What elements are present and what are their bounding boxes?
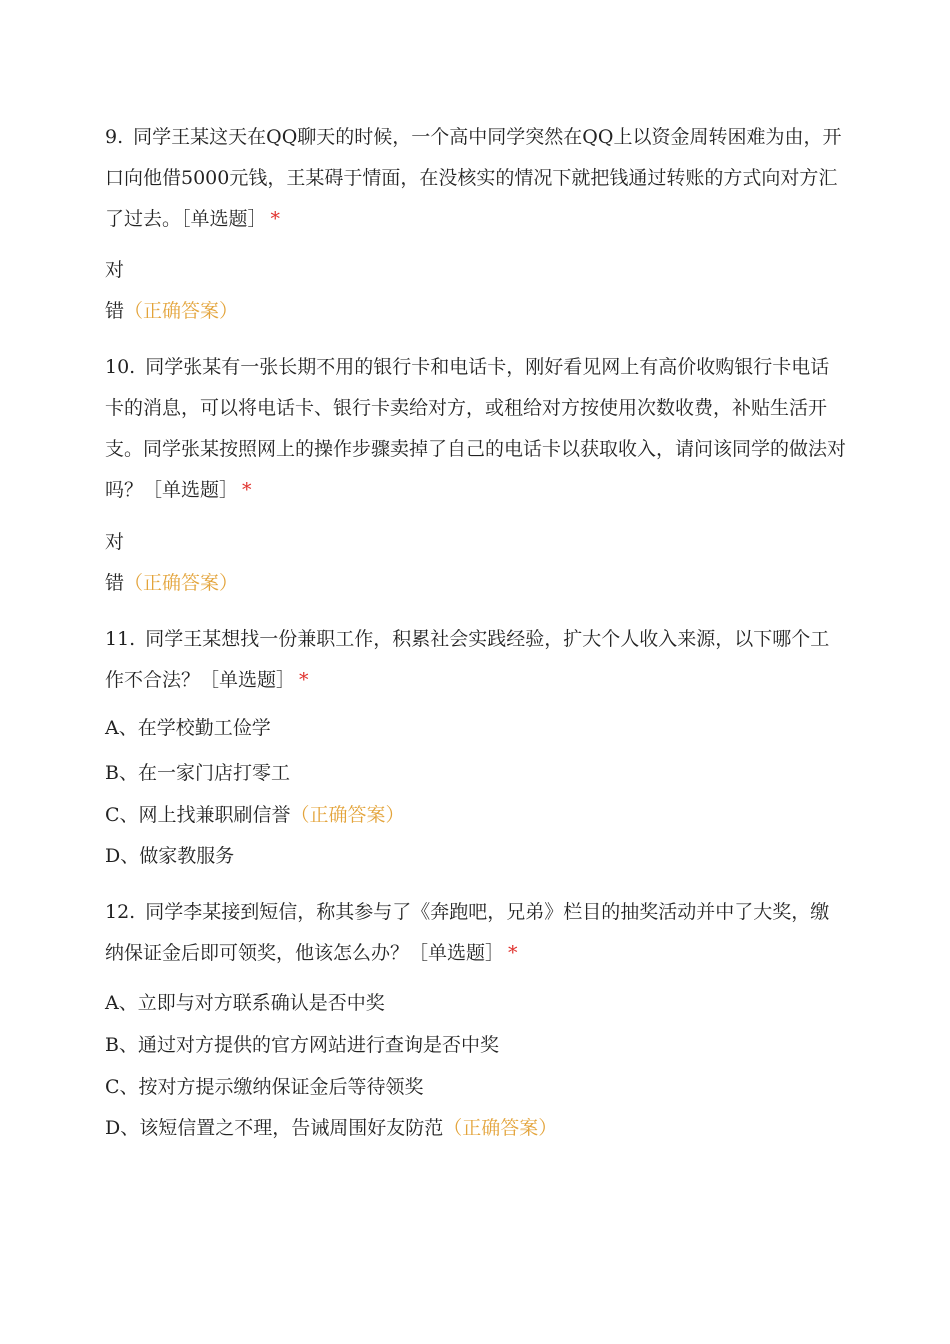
question-number: 12. <box>105 901 136 923</box>
option-label: 对 <box>105 259 125 281</box>
question-text: 同学李某接到短信，称其参与了《奔跑吧，兄弟》栏目的抽奖活动并中了大奖，缴纳保证金后即可领奖，他该怎么办？ <box>105 901 830 964</box>
question-text: 同学张某有一张长期不用的银行卡和电话卡，刚好看见网上有高价收购银行卡电话卡的消息，可以将电话卡、银行卡卖给对方，或租给对方按使用次数收费，补贴生活开支。同学张某按照网上的操作步骤卖掉了自己的电话卡以获取收入，请问该同学的做法对吗？ <box>105 356 847 501</box>
option-label: B、在一家门店打零工 <box>105 762 290 784</box>
option-label: A、在学校勤工俭学 <box>105 717 271 739</box>
required-mark: * <box>242 479 252 501</box>
option-label: C、网上找兼职刷信誉 <box>105 804 291 826</box>
option-label: D、该短信置之不理，告诫周围好友防范 <box>105 1117 444 1139</box>
option-label: B、通过对方提供的官方网站进行查询是否中奖 <box>105 1034 499 1056</box>
question-type-label: ［单选题］ <box>409 942 505 964</box>
question-12 <box>105 892 847 974</box>
correct-answer-marker: （正确答案） <box>124 572 239 594</box>
option-a[interactable] <box>105 714 271 742</box>
option-label: 错 <box>105 572 125 594</box>
option-d[interactable] <box>105 842 234 870</box>
option-label: 对 <box>105 531 125 553</box>
option-label: C、按对方提示缴纳保证金后等待领奖 <box>105 1076 424 1098</box>
question-type-label: ［单选题］ <box>200 669 296 691</box>
question-type-label: ［单选题］ <box>143 479 239 501</box>
required-mark: * <box>299 669 309 691</box>
correct-answer-marker: （正确答案） <box>124 300 239 322</box>
question-number: 9. <box>105 126 124 148</box>
option-label: 错 <box>105 300 125 322</box>
question-11 <box>105 619 847 701</box>
option-b[interactable] <box>105 1031 499 1059</box>
question-9 <box>105 117 847 240</box>
question-text: 同学王某这天在QQ聊天的时候，一个高中同学突然在QQ上以资金周转困难为由，开口向他借5000元钱，王某碍于情面，在没核实的情况下就把钱通过转账的方式向对方汇了过去。 <box>105 126 842 230</box>
option-b[interactable] <box>105 759 290 787</box>
question-text: 同学王某想找一份兼职工作，积累社会实践经验，扩大个人收入来源，以下哪个工作不合法？ <box>105 628 830 691</box>
question-number: 11. <box>105 628 136 650</box>
question-number: 10. <box>105 356 136 378</box>
option-c[interactable] <box>105 1073 424 1101</box>
required-mark: * <box>508 942 518 964</box>
correct-answer-marker: （正确答案） <box>443 1117 558 1139</box>
option-false[interactable] <box>105 569 238 597</box>
question-type-label: ［单选题］ <box>181 208 267 230</box>
option-a[interactable] <box>105 989 385 1017</box>
option-label: D、做家教服务 <box>105 845 235 867</box>
required-mark: * <box>270 208 281 230</box>
option-true[interactable] <box>105 528 124 556</box>
option-label: A、立即与对方联系确认是否中奖 <box>105 992 385 1014</box>
question-10 <box>105 347 847 511</box>
option-d[interactable] <box>105 1114 557 1142</box>
option-c[interactable] <box>105 801 405 829</box>
option-true[interactable] <box>105 256 124 284</box>
option-false[interactable] <box>105 297 238 325</box>
correct-answer-marker: （正确答案） <box>290 804 405 826</box>
